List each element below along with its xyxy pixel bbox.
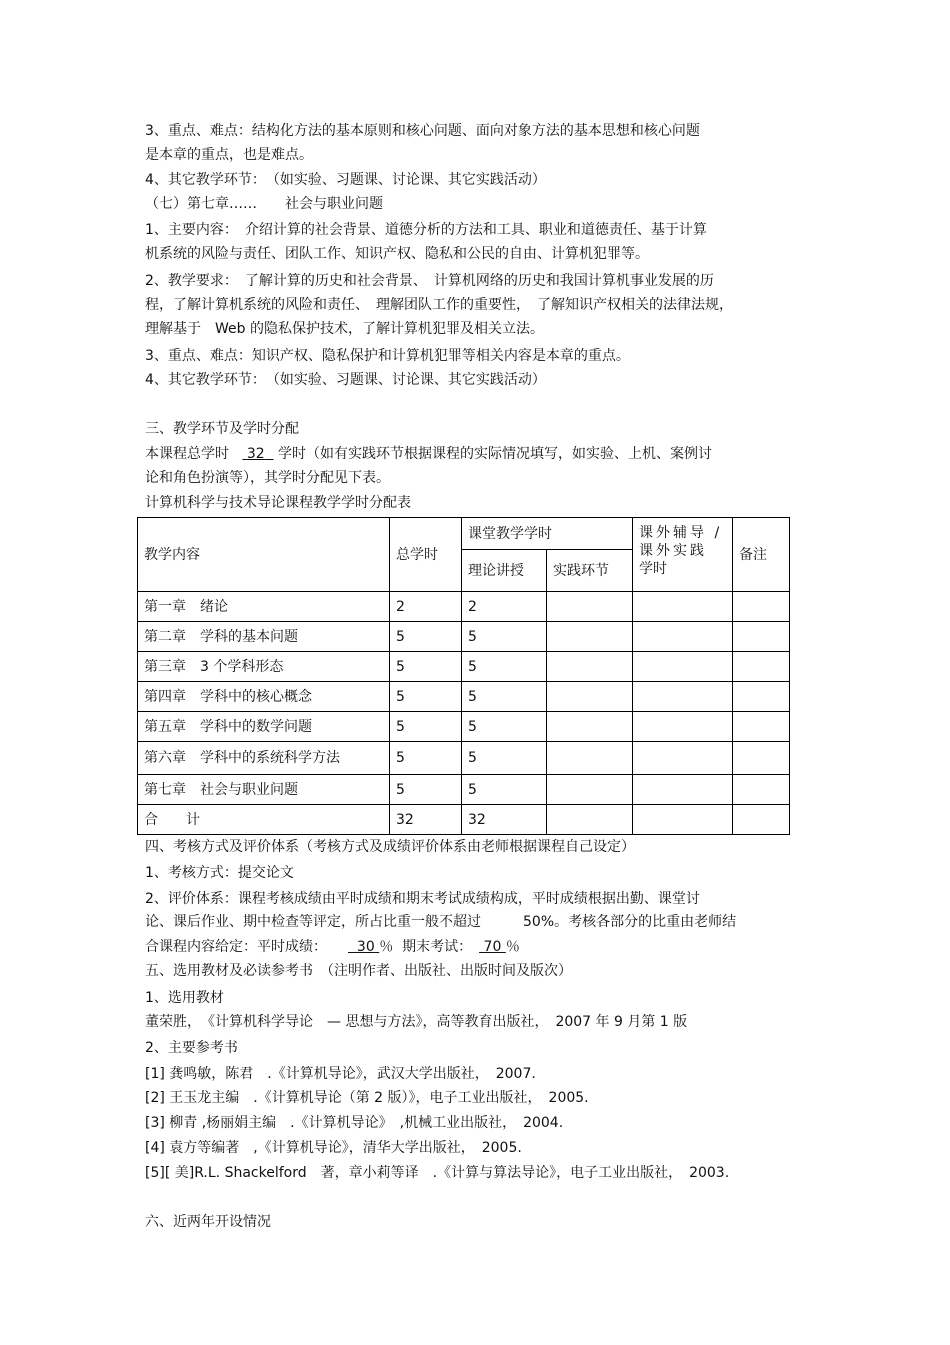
row-content: 第五章 学科中的数学问题 xyxy=(138,712,390,742)
ch7-main-content: 1、主要内容： 介绍计算的社会背景、道德分析的方法和工具、职业和道德责任、基于计算 xyxy=(145,222,707,238)
row-theory: 5 xyxy=(462,682,547,712)
row-theory: 5 xyxy=(462,775,547,805)
row-remarks xyxy=(733,682,790,712)
evaluation-system-cont2 xyxy=(145,938,520,956)
row-remarks xyxy=(733,742,790,775)
header-practice: 实践环节 xyxy=(547,550,633,592)
reference-3: [3] 柳青 ,杨丽娟主编 .《计算机导论》 ,机械工业出版社， 2004. xyxy=(145,1115,564,1131)
row-theory: 5 xyxy=(462,622,547,652)
header-classroom: 课堂教学学时 xyxy=(462,518,633,550)
ch7-main-content-cont: 机系统的风险与责任、团队工作、知识产权、隐私和公民的自由、计算机犯罪等。 xyxy=(145,246,649,262)
header-tutoring-line1: 课外辅导 / xyxy=(639,525,723,541)
total-hours-number: 32 xyxy=(246,446,265,462)
header-tutoring-line2: 课外实践 xyxy=(639,543,707,559)
section3-title: 三、教学环节及学时分配 xyxy=(145,421,299,437)
header-content: 教学内容 xyxy=(138,518,390,592)
row-total: 5 xyxy=(390,622,462,652)
row-content: 第二章 学科的基本问题 xyxy=(138,622,390,652)
row-total: 32 xyxy=(390,805,462,835)
row-tutoring xyxy=(633,652,733,682)
section6-title: 六、近两年开设情况 xyxy=(145,1214,271,1230)
row-theory: 32 xyxy=(462,805,547,835)
row-content: 合 计 xyxy=(138,805,390,835)
row-total: 5 xyxy=(390,682,462,712)
row-remarks xyxy=(733,592,790,622)
row-tutoring xyxy=(633,742,733,775)
table-row xyxy=(138,742,790,775)
table-total-row xyxy=(138,805,790,835)
hours-allocation-table xyxy=(137,517,790,835)
final-exam-label: ％ 期末考试： xyxy=(379,939,480,955)
row-tutoring xyxy=(633,712,733,742)
row-tutoring xyxy=(633,682,733,712)
textbook-entry: 董荣胜， 《计算机科学导论 — 思想与方法》，高等教育出版社， 2007 年 9 月第 1 版 xyxy=(145,1014,688,1030)
section4-title: 四、考核方式及评价体系（考核方式及成绩评价体系由老师根据课程自己设定） xyxy=(145,839,635,855)
section5-title: 五、选用教材及必读参考书 （注明作者、出版社、出版时间及版次） xyxy=(145,963,572,979)
total-hours-line xyxy=(145,445,712,463)
row-tutoring xyxy=(633,805,733,835)
header-total: 总学时 xyxy=(390,518,462,592)
ch6-key-points-cont: 是本章的重点，也是难点。 xyxy=(145,147,313,163)
row-content: 第七章 社会与职业问题 xyxy=(138,775,390,805)
row-theory: 5 xyxy=(462,742,547,775)
final-exam-value: 70 xyxy=(483,939,502,955)
row-total: 5 xyxy=(390,712,462,742)
reference-5: [5][ 美]R.L. Shackelford 著，章小莉等译 .《计算与算法导论》，电子工业出版社， 2003. xyxy=(145,1165,730,1181)
row-practice xyxy=(547,805,633,835)
ch7-requirements-cont1: 程，了解计算机系统的风险和责任、 理解团队工作的重要性， 了解知识产权相关的法律法规， xyxy=(145,297,733,313)
total-hours-value xyxy=(242,446,273,462)
row-tutoring xyxy=(633,622,733,652)
evaluation-system: 2、评价体系：课程考核成绩由平时成绩和期末考试成绩构成，平时成绩根据出勤、课堂讨 xyxy=(145,891,700,907)
row-tutoring xyxy=(633,592,733,622)
table-header-row xyxy=(138,518,790,550)
row-practice xyxy=(547,742,633,775)
reference-4: [4] 袁方等编著 ,《计算机导论》，清华大学出版社， 2005. xyxy=(145,1140,522,1156)
table-row xyxy=(138,682,790,712)
row-remarks xyxy=(733,712,790,742)
chapter7-heading: （七）第七章…… 社会与职业问题 xyxy=(145,196,383,212)
final-exam-pct xyxy=(479,939,506,955)
row-practice xyxy=(547,622,633,652)
row-theory: 5 xyxy=(462,652,547,682)
row-total: 5 xyxy=(390,775,462,805)
row-total: 5 xyxy=(390,652,462,682)
row-practice xyxy=(547,712,633,742)
row-content: 第三章 3 个学科形态 xyxy=(138,652,390,682)
table-row xyxy=(138,775,790,805)
ch6-other-activities: 4、其它教学环节： （如实验、习题课、讨论课、其它实践活动） xyxy=(145,172,546,188)
row-practice xyxy=(547,775,633,805)
row-content: 第六章 学科中的系统科学方法 xyxy=(138,742,390,775)
usual-score-pct xyxy=(348,939,379,955)
references-heading: 2、主要参考书 xyxy=(145,1040,238,1056)
table-row xyxy=(138,592,790,622)
ch6-key-points: 3、重点、难点：结构化方法的基本原则和核心问题、面向对象方法的基本思想和核心问题 xyxy=(145,123,700,139)
row-remarks xyxy=(733,805,790,835)
row-total: 5 xyxy=(390,742,462,775)
usual-score-value: 30 xyxy=(356,939,375,955)
row-remarks xyxy=(733,652,790,682)
reference-2: [2] 王玉龙主编 .《计算机导论（第 2 版）》，电子工业出版社， 2005. xyxy=(145,1090,589,1106)
total-hours-label: 本课程总学时 xyxy=(145,446,229,462)
row-practice xyxy=(547,682,633,712)
total-hours-note: 学时（如有实践环节根据课程的实际情况填写，如实验、上机、案例讨 xyxy=(278,446,712,462)
assessment-method: 1、考核方式：提交论文 xyxy=(145,865,294,881)
selected-textbook-heading: 1、选用教材 xyxy=(145,990,224,1006)
row-content: 第四章 学科中的核心概念 xyxy=(138,682,390,712)
row-practice xyxy=(547,652,633,682)
evaluation-system-cont1: 论、课后作业、期中检查等评定，所占比重一般不超过 50%。考核各部分的比重由老师结 xyxy=(145,914,737,930)
header-remarks: 备注 xyxy=(733,518,790,592)
row-theory: 2 xyxy=(462,592,547,622)
table-row xyxy=(138,712,790,742)
table-row xyxy=(138,622,790,652)
header-tutoring-line3: 学时 xyxy=(639,561,667,577)
row-theory: 5 xyxy=(462,712,547,742)
row-tutoring xyxy=(633,775,733,805)
header-theory: 理论讲授 xyxy=(462,550,547,592)
row-content: 第一章 绪论 xyxy=(138,592,390,622)
table-row xyxy=(138,652,790,682)
header-tutoring xyxy=(633,518,733,592)
row-total: 2 xyxy=(390,592,462,622)
ch7-other-activities: 4、其它教学环节： （如实验、习题课、讨论课、其它实践活动） xyxy=(145,372,546,388)
ch7-requirements-cont2: 理解基于 Web 的隐私保护技术，了解计算机犯罪及相关立法。 xyxy=(145,321,544,337)
table-title: 计算机科学与技术导论课程教学学时分配表 xyxy=(145,495,411,511)
ch7-key-points: 3、重点、难点：知识产权、隐私保护和计算机犯罪等相关内容是本章的重点。 xyxy=(145,348,630,364)
total-hours-line-cont: 论和角色扮演等），其学时分配见下表。 xyxy=(145,470,390,486)
usual-score-label: 合课程内容给定：平时成绩： xyxy=(145,939,348,955)
final-exam-unit: ％ xyxy=(505,939,520,955)
row-practice xyxy=(547,592,633,622)
row-remarks xyxy=(733,622,790,652)
reference-1: [1] 龚鸣敏，陈君 .《计算机导论》，武汉大学出版社， 2007. xyxy=(145,1066,536,1082)
ch7-requirements: 2、教学要求： 了解计算的历史和社会背景、 计算机网络的历史和我国计算机事业发展的历 xyxy=(145,273,714,289)
row-remarks xyxy=(733,775,790,805)
